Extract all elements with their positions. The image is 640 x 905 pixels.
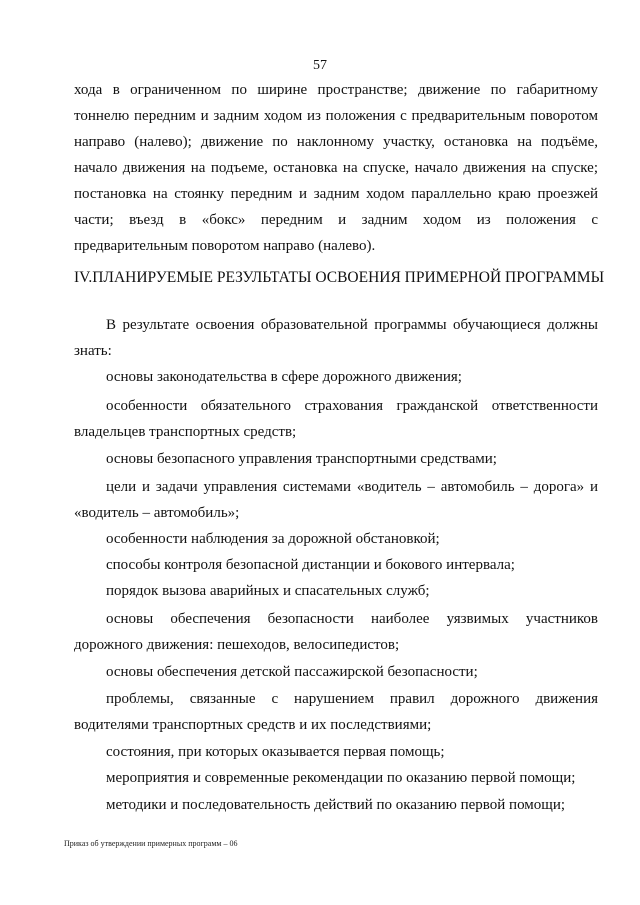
list-item: основы безопасного управления транспортными средствами; <box>106 451 497 467</box>
list-item: основы обеспечения детской пассажирской безопасности; <box>106 664 478 680</box>
list-item: способы контроля безопасной дистанции и бокового интервала; <box>106 557 515 573</box>
list-item: основы законодательства в сфере дорожного движения; <box>106 369 462 385</box>
list-item: особенности наблюдения за дорожной обстановкой; <box>106 531 440 547</box>
section-heading <box>74 269 604 287</box>
list-item: методики и последовательность действий по оказанию первой помощи; <box>106 797 566 813</box>
section-number: IV. <box>74 269 93 286</box>
list-item: мероприятия и современные рекомендации по оказанию первой помощи; <box>106 770 576 786</box>
lead-paragraph: В результате освоения образовательной программы обучающиеся должны знать: <box>74 317 598 359</box>
list-item: особенности обязательного страхования гражданской ответственности владельцев транспортных средств; <box>74 398 598 440</box>
list-item: проблемы, связанные с нарушением правил дорожного движения водителями транспортных средств и их последствиями; <box>74 691 598 733</box>
list-item: порядок вызова аварийных и спасательных служб; <box>106 583 430 599</box>
section-title: ПЛАНИРУЕМЫЕ РЕЗУЛЬТАТЫ ОСВОЕНИЯ ПРИМЕРНОЙ ПРОГРАММЫ <box>92 269 605 286</box>
list-item: основы обеспечения безопасности наиболее уязвимых участников дорожного движения: пешеходов, велосипедистов; <box>74 611 598 653</box>
list-item: цели и задачи управления системами «водитель – автомобиль – дорога» и «водитель – автомобиль»; <box>74 479 598 521</box>
page-number: 57 <box>313 58 327 73</box>
list-item: состояния, при которых оказывается первая помощь; <box>106 744 445 760</box>
document-footer: Приказ об утверждении примерных программ – 06 <box>64 839 238 848</box>
intro-paragraph: хода в ограниченном по ширине пространстве; движение по габаритному тоннелю передним и задним ходом из положения с предварительным поворотом направо (налево); движение по наклонному участку, остановка на подъёме, начало движения на подъеме, остановка на спуске, начало движения на спуске; постановка на стоянку передним и задним ходом параллельно краю проезжей части; въезд в «бокс» передним и задним ходом из положения с предварительным поворотом направо (налево). <box>74 82 598 254</box>
